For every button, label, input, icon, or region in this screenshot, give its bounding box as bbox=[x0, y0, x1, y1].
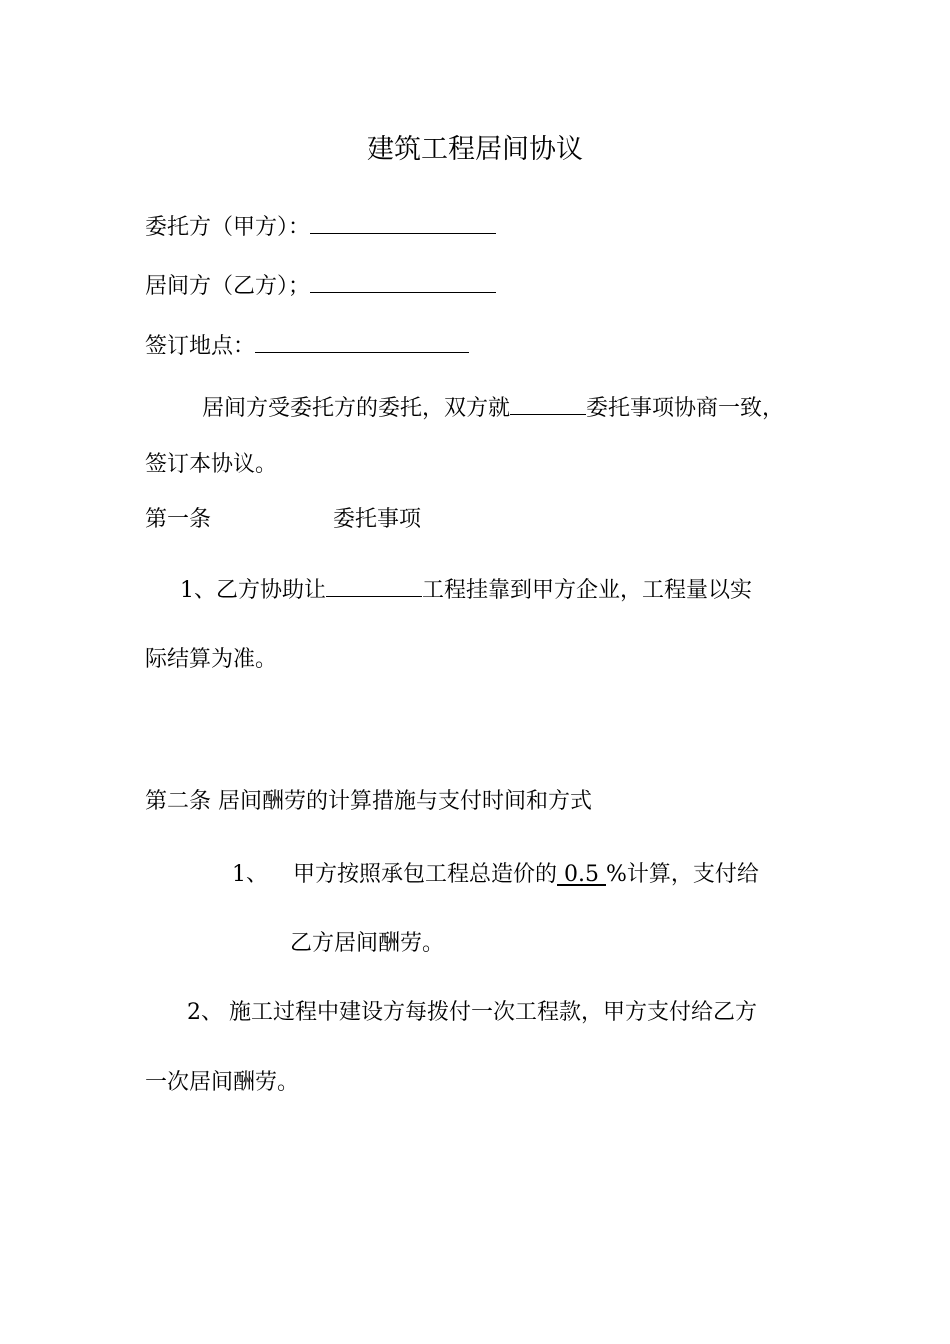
intro-text-2: 委托事项协商一致， bbox=[586, 396, 785, 421]
project-blank bbox=[326, 574, 422, 597]
article1-item1-line-2: 际结算为准。 bbox=[145, 647, 278, 672]
intro-line-1 bbox=[202, 392, 784, 424]
client-line bbox=[145, 211, 496, 243]
broker-line bbox=[145, 270, 496, 302]
document-title: 建筑工程居间协议 bbox=[367, 134, 583, 165]
client-blank bbox=[310, 211, 496, 234]
place-label: 签订地点： bbox=[145, 334, 256, 359]
article2-item2-line-1: 施工过程中建设方每拨付一次工程款，甲方支付给乙方 bbox=[229, 1000, 758, 1025]
article1-item1-line-1 bbox=[180, 574, 752, 606]
article2-heading: 第二条 居间酬劳的计算措施与支付时间和方式 bbox=[145, 789, 592, 814]
place-line bbox=[145, 330, 469, 362]
article1-heading bbox=[145, 505, 211, 535]
article2-item1-number: 1、 bbox=[232, 862, 268, 887]
client-label: 委托方（甲方）： bbox=[145, 215, 311, 240]
article2-item2-number: 2、 bbox=[187, 1000, 223, 1025]
broker-label: 居间方（乙方）； bbox=[145, 274, 311, 299]
intro-blank bbox=[510, 392, 586, 415]
article1-number: 第一条 bbox=[145, 507, 212, 532]
article1-item1-text-2: 工程挂靠到甲方企业，工程量以实 bbox=[422, 578, 753, 603]
article2-item1-text-2: %计算，支付给 bbox=[606, 862, 759, 887]
commission-rate: 0.5 bbox=[557, 862, 606, 887]
intro-line-2: 签订本协议。 bbox=[145, 452, 278, 477]
intro-text-1: 居间方受委托方的委托，双方就 bbox=[202, 396, 511, 421]
article1-item1-text-1: 1、乙方协助让 bbox=[180, 578, 326, 603]
broker-blank bbox=[310, 270, 496, 293]
article2-item2-line-2: 一次居间酬劳。 bbox=[145, 1070, 300, 1095]
article1-title: 委托事项 bbox=[333, 507, 422, 532]
article2-item1-line-2: 乙方居间酬劳。 bbox=[290, 931, 445, 956]
article2-item1-text-1: 甲方按照承包工程总造价的 bbox=[293, 862, 558, 887]
article2-item1-line-1 bbox=[293, 860, 759, 890]
place-blank bbox=[255, 330, 469, 353]
